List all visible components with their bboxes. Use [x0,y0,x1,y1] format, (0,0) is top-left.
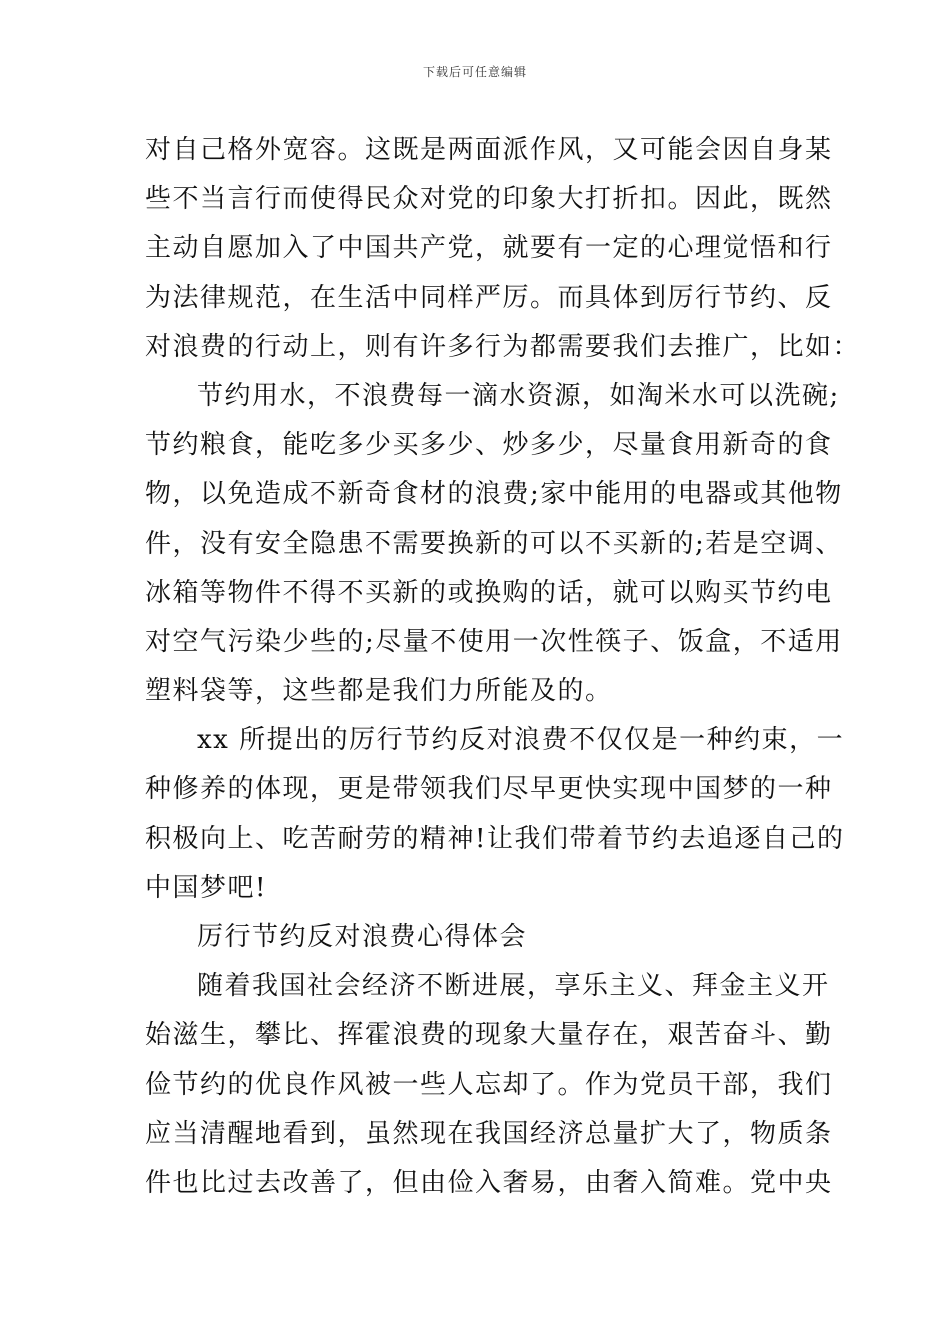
text-line: 应当清醒地看到，虽然现在我国经济总量扩大了，物质条 [145,1118,833,1149]
page-header: 下载后可任意编辑 [422,65,527,79]
text-line: 些不当言行而使得民众对党的印象大打折扣。因此，既然 [145,184,833,215]
text-line: 节约用水，不浪费每一滴水资源，如淘米水可以洗碗; [197,380,840,411]
text-line: 中国梦吧! [145,872,267,903]
text-line: 俭节约的优良作风被一些人忘却了。作为党员干部，我们 [145,1069,833,1100]
text-line: 积极向上、吃苦耐劳的精神!让我们带着节约去追逐自己的 [145,823,845,854]
text-line: 冰箱等物件不得不买新的或换购的话，就可以购买节约电 [145,577,833,608]
text-line: 对空气污染少些的;尽量不使用一次性筷子、饭盒，不适用 [145,626,843,657]
text-line: xx 所提出的厉行节约反对浪费不仅仅是一种约束，一 [197,725,845,756]
text-line: 节约粮食，能吃多少买多少、炒多少，尽量食用新奇的食 [145,430,833,461]
text-line: 物，以免造成不新奇食材的浪费;家中能用的电器或其他物 [145,479,843,510]
text-line: 始滋生，攀比、挥霍浪费的现象大量存在，艰苦奋斗、勤 [145,1020,833,1051]
text-line: 为法律规范，在生活中同样严厉。而具体到厉行节约、反 [145,282,833,313]
text-line: 件，没有安全隐患不需要换新的可以不买新的;若是空调、 [145,528,843,559]
document-body [145,126,861,1208]
text-line: 主动自愿加入了中国共产党，就要有一定的心理觉悟和行 [145,233,833,264]
text-line: 对浪费的行动上，则有许多行为都需要我们去推广，比如： [145,331,861,362]
text-line: 件也比过去改善了，但由俭入奢易，由奢入简难。党中央 [145,1167,833,1198]
text-line: 种修养的体现，更是带领我们尽早更快实现中国梦的一种 [145,774,833,805]
text-line: 对自己格外宽容。这既是两面派作风，又可能会因自身某 [145,135,833,165]
text-line: 随着我国社会经济不断进展，享乐主义、拜金主义开 [197,971,830,1002]
text-line: 塑料袋等，这些都是我们力所能及的。 [145,676,613,707]
text-line: 厉行节约反对浪费心得体会 [197,922,528,952]
